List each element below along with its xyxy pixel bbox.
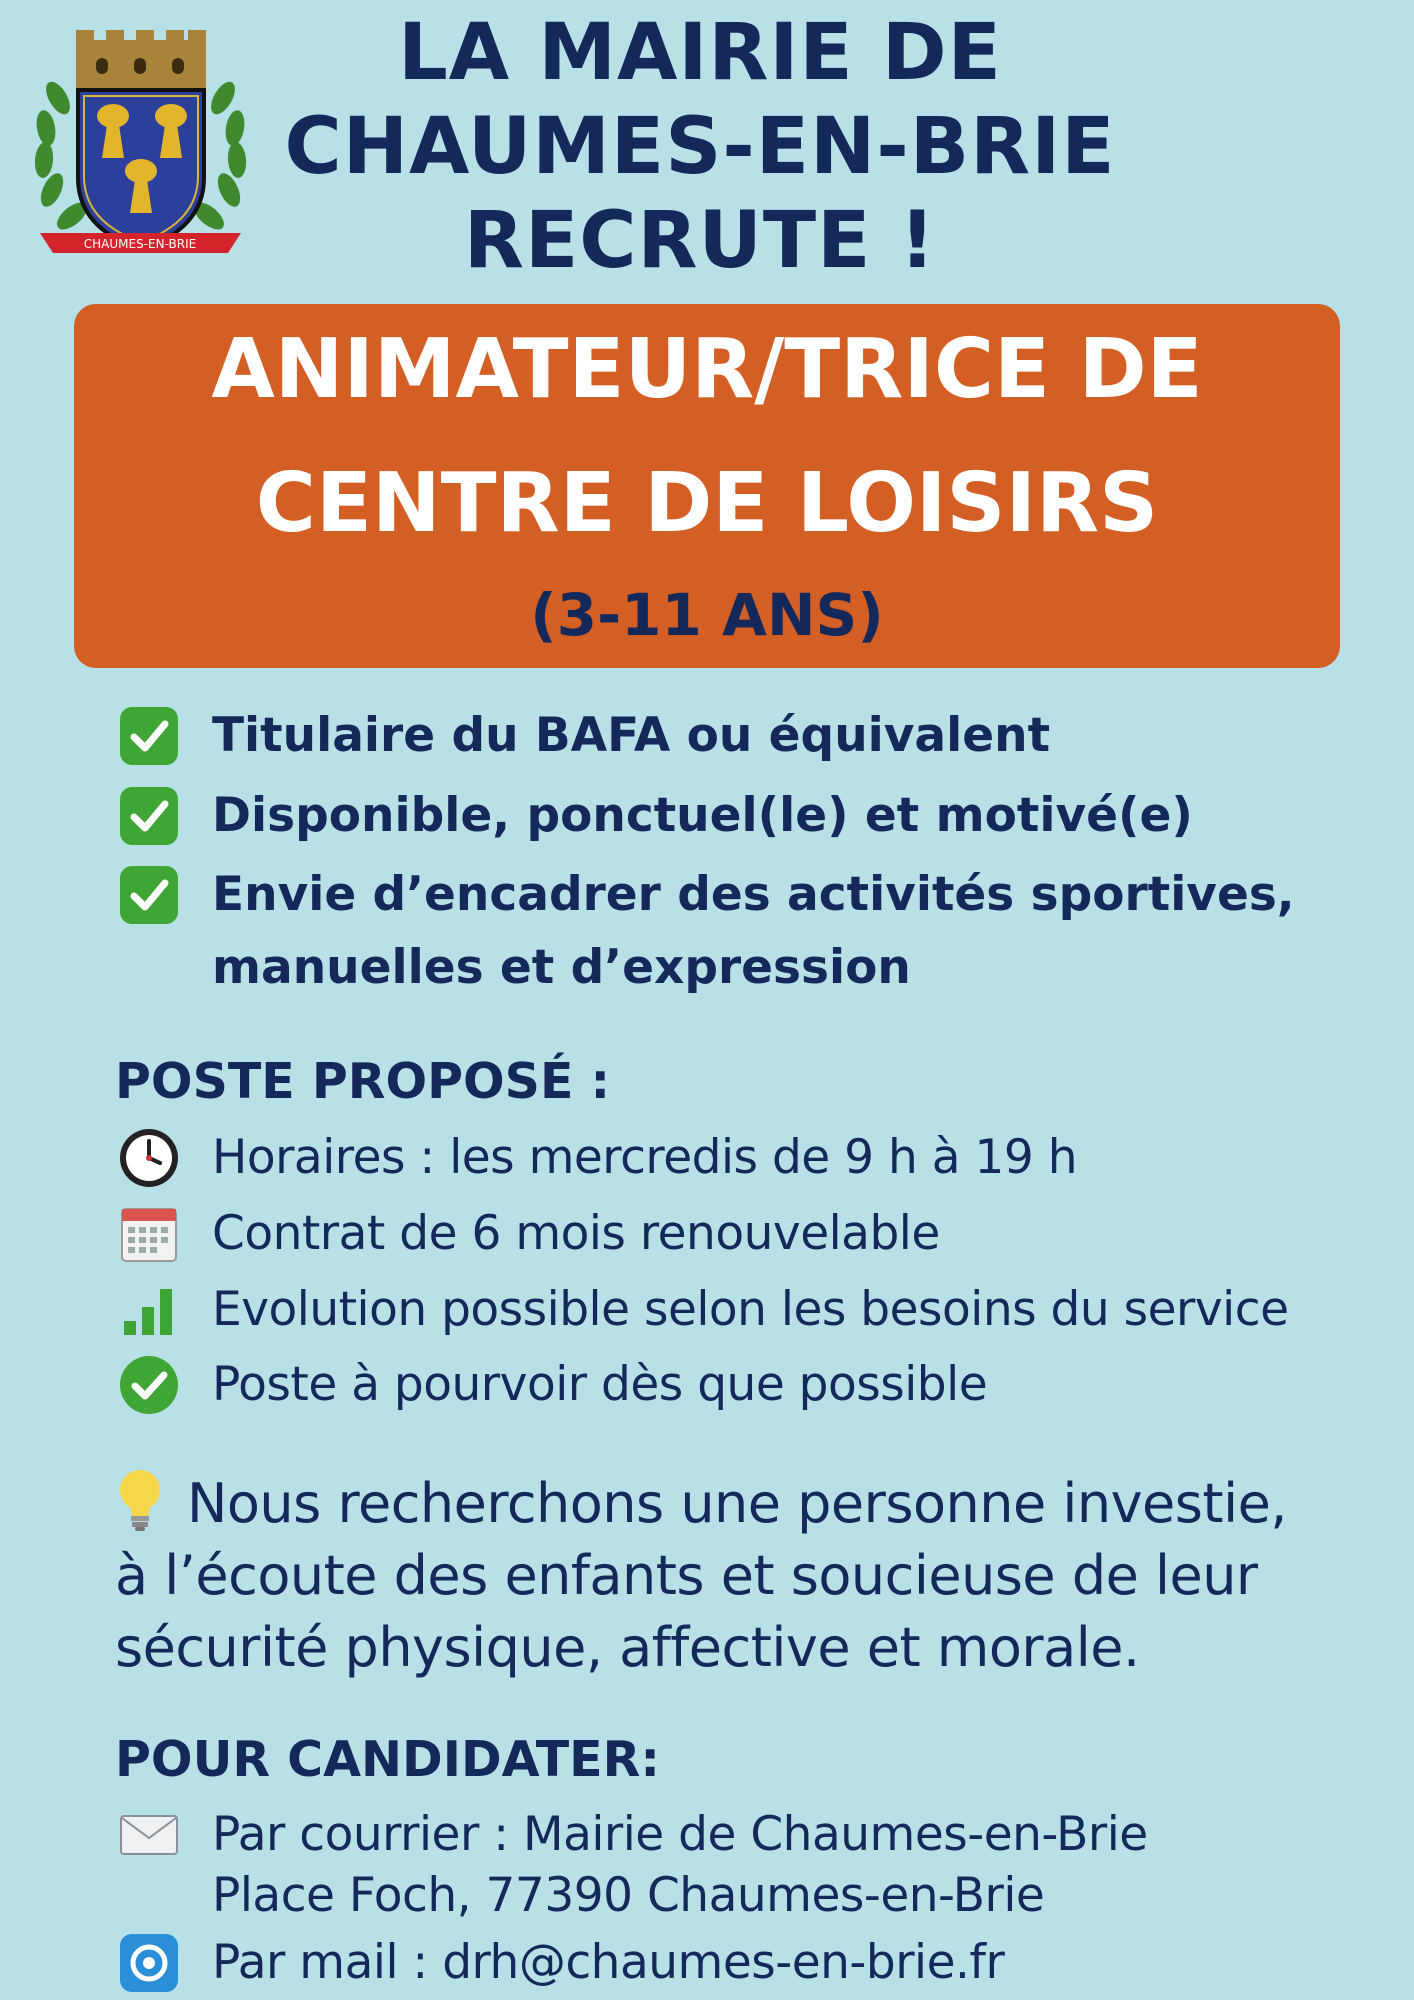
poste-text: Poste à pourvoir dès que possible	[212, 1357, 988, 1412]
bar-chart-icon	[118, 1279, 180, 1341]
requirement-text: manuelles et d’expression	[212, 940, 911, 995]
paragraph-line: sécurité physique, affective et morale.	[115, 1616, 1140, 1679]
check-box-icon	[118, 705, 180, 767]
paragraph-line: Nous recherchons une personne investie,	[187, 1472, 1287, 1535]
envelope-icon	[118, 1804, 180, 1866]
check-box-icon	[118, 1354, 180, 1416]
title-line: CHAUMES-EN-BRIE	[284, 102, 1116, 192]
contact-courrier	[118, 1804, 1148, 1866]
job-title-line-2: CENTRE DE LOISIRS	[255, 456, 1159, 551]
at-sign-icon	[118, 1932, 180, 1994]
paragraph-line: à l’écoute des enfants et soucieuse de leur	[115, 1544, 1258, 1607]
mail-text[interactable]: Par mail : drh@chaumes-en-brie.fr	[212, 1935, 1005, 1990]
check-box-icon	[118, 864, 180, 926]
section-heading-poste: POSTE PROPOSÉ :	[115, 1053, 611, 1110]
coat-of-arms-logo	[28, 28, 253, 268]
contact-courrier-address	[212, 1866, 1044, 1926]
poste-text: Horaires : les mercredis de 9 h à 19 h	[212, 1130, 1077, 1185]
requirement-text: Titulaire du BAFA ou équivalent	[212, 708, 1051, 763]
poste-item	[118, 1203, 940, 1265]
poste-text: Contrat de 6 mois renouvelable	[212, 1206, 940, 1261]
requirement-text: Disponible, ponctuel(le) et motivé(e)	[212, 788, 1193, 843]
courrier-line-2: Place Foch, 77390 Chaumes-en-Brie	[212, 1868, 1045, 1923]
calendar-icon	[118, 1203, 180, 1265]
page-title	[250, 6, 1150, 288]
requirement-text: Envie d’encadrer des activités sportives,	[212, 867, 1295, 922]
light-bulb-icon	[115, 1466, 165, 1532]
requirement-item	[118, 864, 1295, 926]
title-line: LA MAIRIE DE	[398, 8, 1002, 98]
courrier-line-1: Par courrier : Mairie de Chaumes-en-Brie	[212, 1807, 1148, 1862]
section-heading-candidater: POUR CANDIDATER:	[115, 1731, 660, 1788]
poste-item	[118, 1354, 987, 1416]
poste-item	[118, 1279, 1288, 1341]
requirement-item	[118, 705, 1050, 767]
poste-text: Evolution possible selon les besoins du service	[212, 1282, 1289, 1337]
poste-item	[118, 1127, 1077, 1189]
check-box-icon	[118, 785, 180, 847]
job-title-line-1: ANIMATEUR/TRICE DE	[211, 322, 1203, 417]
job-title-banner	[74, 304, 1340, 668]
requirement-item	[118, 785, 1193, 847]
age-range: (3-11 ANS)	[530, 581, 884, 649]
requirement-continuation	[212, 938, 911, 998]
clock-icon	[118, 1127, 180, 1189]
crest-ribbon-text: CHAUMES-EN-BRIE	[83, 237, 197, 251]
contact-mail	[118, 1932, 1004, 1994]
description-paragraph	[115, 1466, 1375, 1684]
title-line: RECRUTE !	[463, 196, 937, 286]
